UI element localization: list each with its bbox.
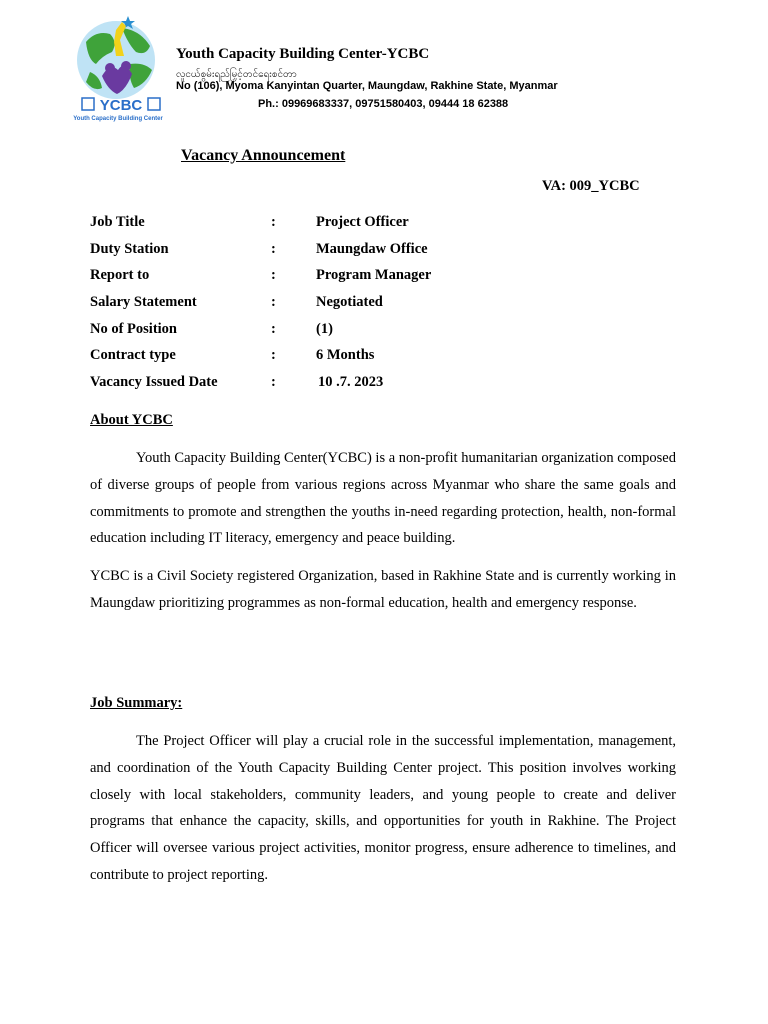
detail-row-job-title	[90, 214, 690, 241]
detail-colon: :	[271, 320, 276, 337]
logo-graphic	[66, 12, 170, 122]
document-title: Vacancy Announcement	[181, 147, 346, 164]
detail-value: (1)	[316, 320, 333, 337]
detail-label: Job Title	[90, 214, 145, 230]
detail-value: Project Officer	[316, 214, 409, 230]
org-phone: Ph.: 09969683337, 09751580403, 09444 18 62388	[258, 98, 509, 110]
detail-colon: :	[271, 374, 276, 391]
detail-value: Maungdaw Office	[316, 240, 428, 257]
detail-label: Salary Statement	[90, 294, 197, 311]
job-summary-paragraph: The Project Officer will play a crucial role in the successful implementation, management, and coordination of the Youth Capacity Building Center project. This position involves working closely with local stakeholders, community leaders, and young people to create and deliver programs that enhance the capacity, skills, and opportunities for youth in Rakhine. The Project Officer will oversee various project activities, monitor progress, ensure adherence to timelines, and contribute to project reporting.	[90, 733, 676, 883]
detail-colon: :	[271, 347, 276, 364]
about-heading: About YCBC	[90, 412, 173, 428]
detail-row-contract-type	[90, 347, 690, 374]
detail-row-positions	[90, 321, 690, 348]
detail-label: No of Position	[90, 320, 177, 337]
ycbc-logo	[66, 12, 170, 122]
org-address: No (106), Myoma Kanyintan Quarter, Maungdaw, Rakhine State, Myanmar	[176, 80, 558, 92]
org-name: Youth Capacity Building Center-YCBC	[176, 46, 430, 62]
logo-caption: Youth Capacity Building Center	[73, 116, 163, 122]
detail-row-report-to	[90, 267, 690, 294]
about-paragraph-1: Youth Capacity Building Center(YCBC) is a non-profit humanitarian organization composed of diverse groups of people from various regions across Myanmar who share the same goals and commitments to promote and strengthen the youths in-need regarding protection, health, non-formal education including IT literacy, emergency and peace building.	[90, 450, 676, 547]
job-summary-heading: Job Summary:	[90, 695, 183, 711]
about-paragraph-2: YCBC is a Civil Society registered Organization, based in Rakhine State and is currently working in Maungdaw prioritizing programmes as non-formal education, health and emergency response.	[90, 568, 676, 611]
detail-label: Vacancy Issued Date	[90, 374, 218, 391]
detail-row-issued-date	[90, 374, 690, 401]
detail-colon: :	[271, 294, 276, 311]
detail-colon: :	[271, 214, 276, 230]
detail-row-salary	[90, 294, 690, 321]
detail-row-duty-station	[90, 241, 690, 268]
detail-value: 6 Months	[316, 347, 375, 364]
detail-value: 10 .7. 2023	[318, 374, 384, 391]
logo-text: YCBC	[99, 97, 143, 114]
vacancy-reference: VA: 009_YCBC	[542, 178, 640, 194]
detail-label: Report to	[90, 267, 150, 284]
detail-value: Program Manager	[316, 267, 432, 284]
detail-label: Duty Station	[90, 240, 169, 257]
org-name-myanmar: လူငယ်စွမ်းရည်မြှင့်တင်ရေးစင်တာ	[176, 69, 297, 80]
detail-value: Negotiated	[316, 294, 383, 311]
job-details-table	[90, 214, 690, 401]
detail-colon: :	[271, 267, 276, 284]
detail-label: Contract type	[90, 347, 176, 364]
detail-colon: :	[271, 240, 276, 257]
